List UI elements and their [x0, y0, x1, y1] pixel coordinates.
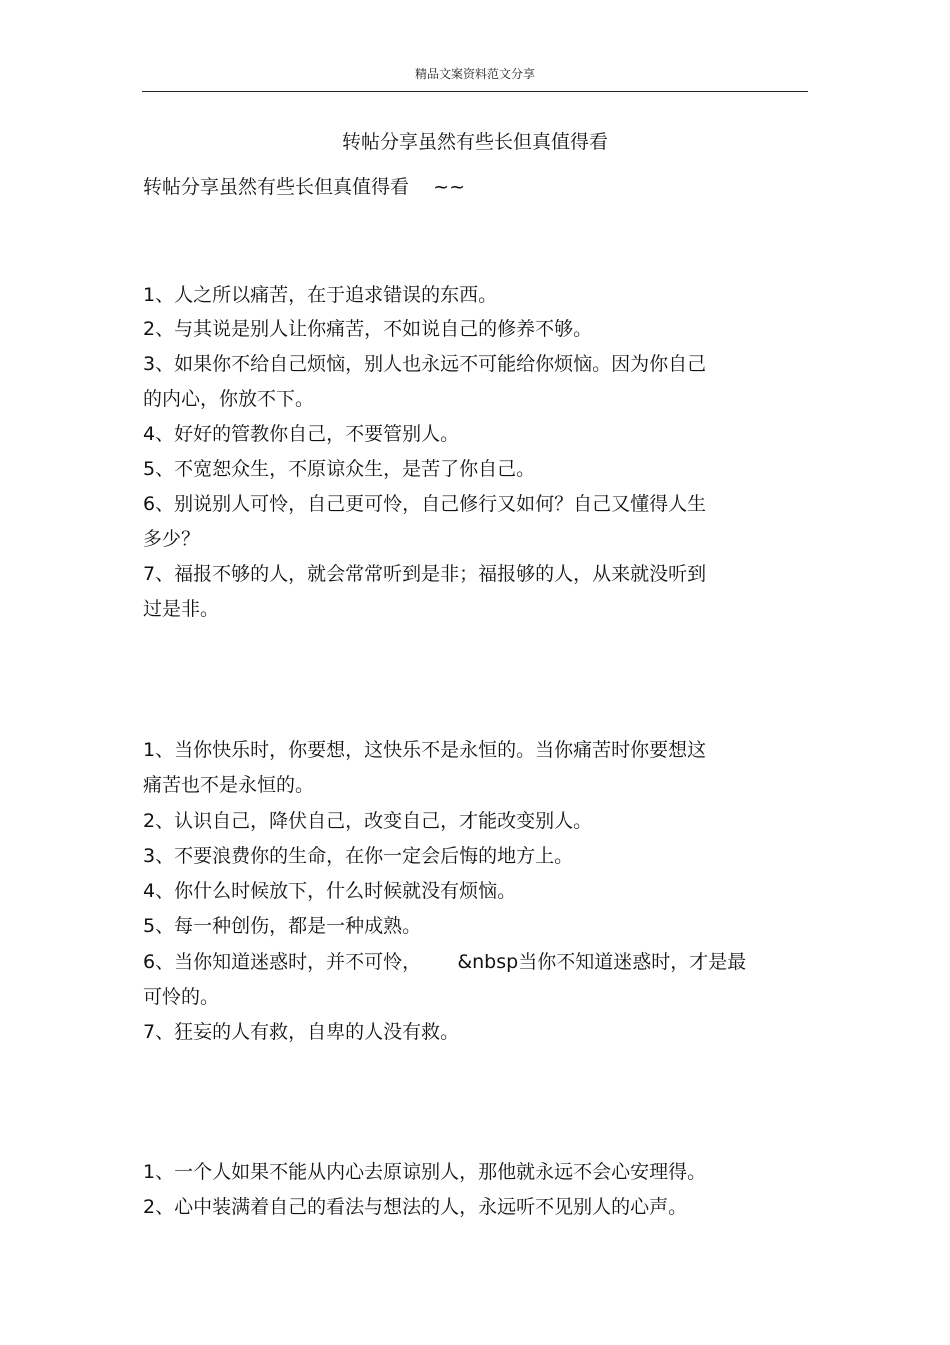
section-2-line: 2、认识自己，降伏自己，改变自己，才能改变别人。: [143, 810, 593, 832]
section-3-line: 2、心中装满着自己的看法与想法的人，永远听不见别人的心声。: [143, 1196, 688, 1218]
section-2-line: 7、狂妄的人有救，自卑的人没有救。: [143, 1021, 460, 1043]
section-2-line: 3、不要浪费你的生命，在你一定会后悔的地方上。: [143, 845, 574, 867]
section-2-line: 痛苦也不是永恒的。: [143, 774, 315, 796]
section-1-line: 的内心，你放不下。: [143, 388, 315, 410]
section-1-line: 多少？: [143, 528, 201, 550]
section-1-line: 4、好好的管教你自己，不要管别人。: [143, 423, 460, 445]
header-divider: [142, 91, 808, 92]
section-2-line: 5、每一种创伤，都是一种成熟。: [143, 915, 422, 937]
section-2-line: 4、你什么时候放下，什么时候就没有烦恼。: [143, 880, 517, 902]
section-2-line: 1、当你快乐时，你要想，这快乐不是永恒的。当你痛苦时你要想这: [143, 739, 707, 761]
section-2-line: 可怜的。: [143, 986, 220, 1008]
section-1-line: 1、人之所以痛苦，在于追求错误的东西。: [143, 284, 498, 306]
section-1-line: 2、与其说是别人让你痛苦，不如说自己的修养不够。: [143, 318, 593, 340]
section-1-line: 3、如果你不给自己烦恼，别人也永远不可能给你烦恼。因为你自己: [143, 353, 707, 375]
section-1-line: 6、别说别人可怜，自己更可怜，自己修行又如何？自己又懂得人生: [143, 493, 707, 515]
document-subtitle: 转帖分享虽然有些长但真值得看 ~~: [143, 176, 465, 198]
section-3-line: 1、一个人如果不能从内心去原谅别人，那他就永远不会心安理得。: [143, 1161, 707, 1183]
section-1-line: 7、福报不够的人，就会常常听到是非；福报够的人，从来就没听到: [143, 563, 707, 585]
header-text: 精品文案资料范文分享: [414, 67, 535, 81]
section-2-line: 6、当你知道迷惑时，并不可怜， &nbsp当你不知道迷惑时，才是最: [143, 951, 747, 973]
section-1-line: 过是非。: [143, 598, 220, 620]
document-title: 转帖分享虽然有些长但真值得看: [341, 131, 608, 153]
section-1-line: 5、不宽恕众生，不原谅众生，是苦了你自己。: [143, 458, 536, 480]
